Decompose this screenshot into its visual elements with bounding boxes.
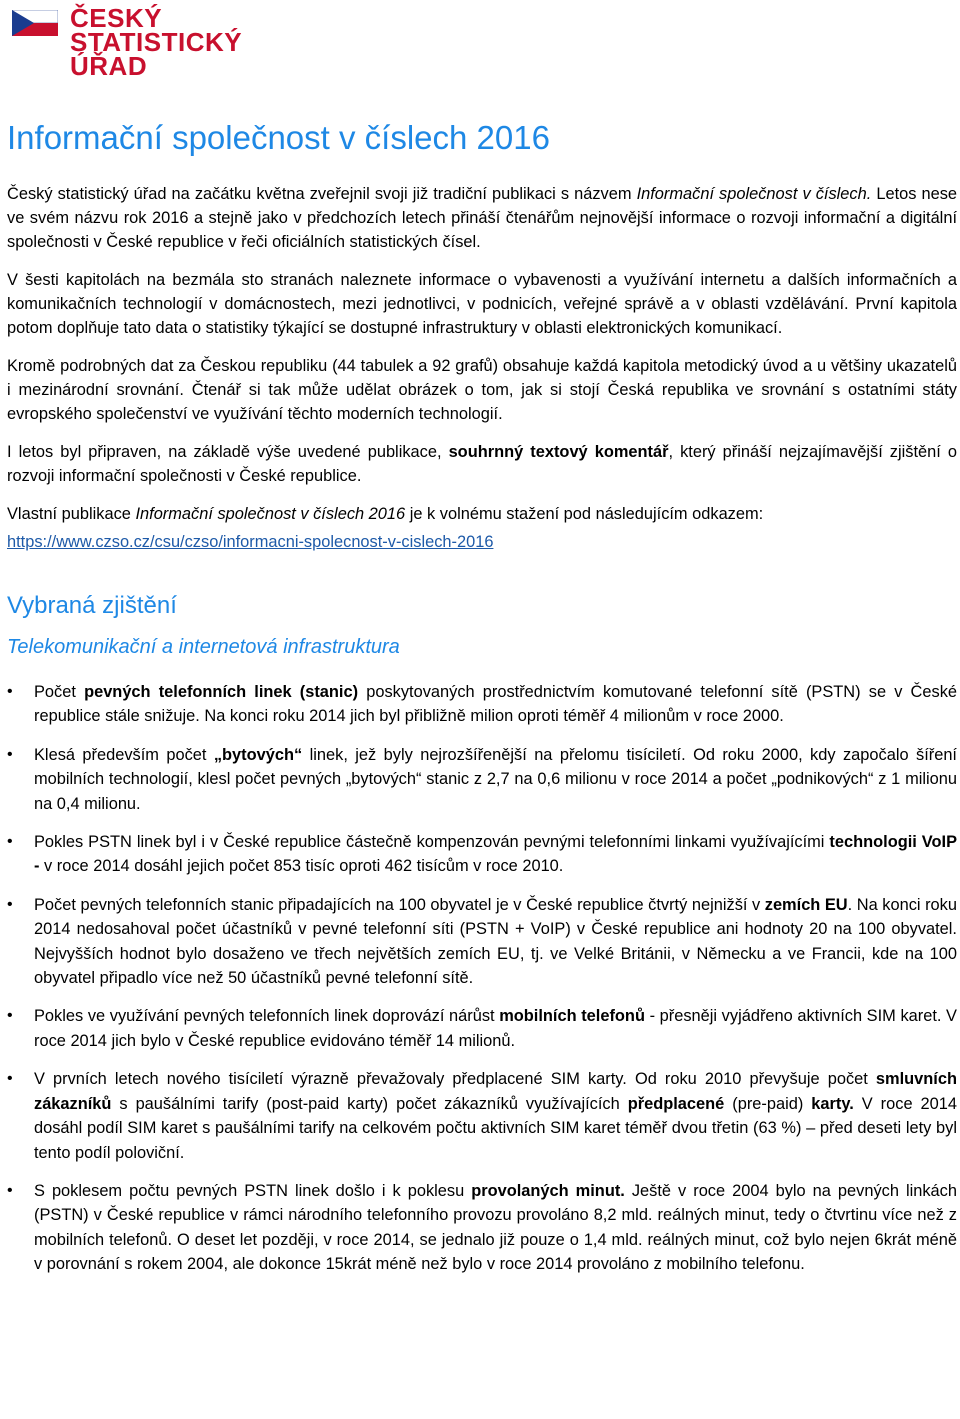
logo-line-3: ÚŘAD bbox=[70, 51, 148, 81]
item-emphasis: „bytových“ bbox=[213, 745, 303, 764]
section-subheading: Telekomunikační a internetová infrastruktura bbox=[7, 636, 400, 658]
findings-list bbox=[7, 680, 957, 1277]
item-emphasis: mobilních telefonů bbox=[499, 1007, 645, 1026]
item-emphasis: předplacené bbox=[627, 1094, 725, 1113]
item-text: . Na konci roku 2014 nedosahoval počet účastníků v pevné telefonní síti (PSTN + VoIP) v České republice ani hodnoty 20 na 100 obyvatel. Nejvyšších hodnot bylo dosaženo ve třech největších zemích EU, tj. ve Velké Británii, v Německu a ve Francii, kde na 100 obyvatel připadlo více než 50 účastníků pevné telefonní sítě. bbox=[34, 895, 957, 988]
publication-title: Informační společnost v číslech 2016 bbox=[135, 505, 406, 523]
item-text: Klesá především počet bbox=[34, 745, 214, 764]
czso-logo bbox=[8, 4, 318, 84]
publication-title: Informační společnost v číslech. bbox=[636, 185, 872, 203]
item-text: Počet pevných telefonních stanic připadajících na 100 obyvatel je v České republice čtvrtý nejnižší v bbox=[34, 895, 765, 914]
item-emphasis: smluvních zákazníků bbox=[34, 1070, 957, 1113]
item-text: Počet bbox=[34, 683, 85, 701]
item-text: poskytovaných prostřednictvím komutované telefonní sítě (PSTN) se v České republice stále snižuje. Na konci roku 2014 jich byl přibližně milion oproti téměř 4 milionům v roce 2000. bbox=[34, 683, 958, 726]
item-emphasis: zemích EU bbox=[764, 895, 848, 914]
list-item bbox=[7, 743, 957, 816]
intro-text: Český statistický úřad na začátku května zveřejnil svoji již tradiční publikaci s názvem bbox=[7, 185, 637, 203]
item-emphasis: karty. bbox=[811, 1094, 854, 1113]
item-text: Pokles PSTN linek byl i v České republice částečně kompenzován pevnými telefonními linkami využívajícími bbox=[34, 833, 830, 852]
item-text: Ještě v roce 2004 bylo na pevných linkách (PSTN) v České republice v rámci národního telefonního provozu provoláno 8,2 mld. reálných minut, tedy o čtvrtinu více než z mobilních telefonů. O deset let později, v roce 2014, se jednalo již pouze o 1,4 mld. reálných minut, což bylo nejen 6krát méně v porovnání s rokem 2004, ale dokonce 15krát méně než bylo v roce 2014 provoláno z mobilního telefonu. bbox=[34, 1181, 957, 1274]
list-item bbox=[7, 680, 957, 729]
intro-text: Vlastní publikace bbox=[7, 505, 136, 523]
list-item bbox=[7, 1067, 957, 1165]
item-text: - přesněji vyjádřeno aktivních SIM karet. V roce 2014 jich bylo v České republice evidováno téměř 14 milionů. bbox=[34, 1007, 957, 1050]
intro-text: je k volnému stažení pod následujícím odkazem: bbox=[405, 505, 764, 523]
list-item bbox=[7, 830, 957, 879]
list-item bbox=[7, 1179, 957, 1277]
item-emphasis: technologii VoIP - bbox=[34, 833, 958, 876]
list-item bbox=[7, 1004, 957, 1053]
page-title: Informační společnost v číslech 2016 bbox=[7, 119, 550, 156]
article bbox=[7, 112, 957, 1291]
intro-paragraph-2: V šesti kapitolách na bezmála sto stranách naleznete informace o vybavenosti a využívání internetu a dalších informačních a komunikačních technologií v domácnostech, mezi jednotlivci, v podnicích, veřejné správě a v oblasti vzdělávání. První kapitola potom doplňuje tato data o statistiky týkající se dostupné infrastruktury v oblasti elektronických komunikací. bbox=[7, 271, 957, 337]
intro-text: Letos nese ve svém názvu rok 2016 a stejně jako v předchozích letech přináší čtenářům nejnovější informace o rozvoji informační a digitální společnosti v České republice v řeči oficiálních statistických čísel. bbox=[7, 185, 958, 251]
intro-text: , který přináší nejzajímavější zjištění o rozvoji informační společnosti v České republice. bbox=[7, 443, 957, 485]
link-paragraph bbox=[7, 530, 957, 554]
item-text: s paušálními tarify (post-paid karty) počet zákazníků využívajících bbox=[111, 1094, 628, 1113]
item-text: V prvních letech nového tisíciletí výrazně převažovaly předplacené SIM karty. Od roku 2010 převyšuje počet bbox=[34, 1070, 876, 1089]
intro-paragraph-4 bbox=[7, 440, 957, 488]
logo-line-2: STATISTICKÝ bbox=[70, 27, 243, 57]
czech-flag-icon bbox=[12, 10, 58, 36]
item-text: v roce 2014 dosáhl jejich počet 853 tisíc oproti 462 tisícům v roce 2010. bbox=[39, 857, 564, 876]
item-text: linek, jež byly nejrozšířenější na přelomu tisíciletí. Od roku 2000, kdy započalo šíření mobilních technologií, klesl počet pevných „bytových“ stanic z 2,7 na 0,6 milionu v roce 2014 a počet „podnikových“ z 1 milionu na 0,4 milionu. bbox=[34, 745, 957, 813]
logo-wordmark bbox=[70, 3, 243, 81]
intro-paragraph-1 bbox=[7, 182, 957, 254]
logo-line-1: ČESKÝ bbox=[70, 3, 163, 33]
list-item bbox=[7, 893, 957, 991]
item-emphasis: provolaných minut. bbox=[471, 1181, 625, 1200]
intro-paragraph-5 bbox=[7, 502, 957, 526]
section-heading: Vybraná zjištění bbox=[7, 592, 177, 619]
item-text: V roce 2014 dosáhl podíl SIM karet s paušálními tarify na celkovém počtu aktivních SIM karet téměř dvou třetin (63 %) – před deseti lety byl tento podíl poloviční. bbox=[34, 1094, 957, 1162]
publication-link[interactable]: https://www.czso.cz/csu/czso/informacni-spolecnost-v-cislech-2016 bbox=[7, 533, 494, 551]
summary-comment-emphasis: souhrnný textový komentář bbox=[448, 443, 669, 461]
intro-paragraph-3: Kromě podrobných dat za Českou republiku (44 tabulek a 92 grafů) obsahuje každá kapitola metodický úvod a u většiny ukazatelů i mezinárodní srovnání. Čtenář si tak může udělat obrázek o tom, jak si stojí Česká republika ve srovnání s ostatními státy evropského společenství ve využívání těchto moderních technologií. bbox=[7, 357, 957, 423]
item-emphasis: pevných telefonních linek (stanic) bbox=[84, 683, 359, 701]
item-text: S poklesem počtu pevných PSTN linek došlo i k poklesu bbox=[34, 1181, 472, 1200]
item-text: (pre-paid) bbox=[724, 1094, 812, 1113]
item-text: Pokles ve využívání pevných telefonních linek doprovází nárůst bbox=[34, 1007, 500, 1026]
intro-text: I letos byl připraven, na základě výše uvedené publikace, bbox=[7, 443, 449, 461]
